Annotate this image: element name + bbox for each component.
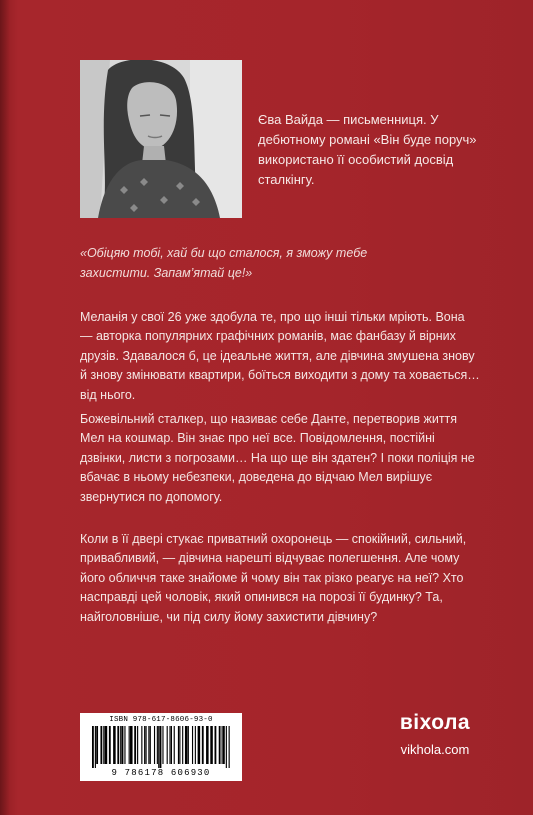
barcode-image	[90, 726, 232, 768]
blurb-paragraph-3: Коли в її двері стукає приватний охоронець — спокійний, сильний, привабливий, — дівчина нарешті відчуває полегшення. Але чому його обличчя таке знайоме й чому він так різко реагує на неї? Хто насправді цей чоловік, який опинився на порозі її будинку? Та, найголовніше, чи під силу йому захистити дівчину?	[80, 532, 467, 624]
blurb-paragraph-2: Божевільний сталкер, що називає себе Данте, перетворив життя Мел на кошмар. Він знає про неї все. Повідомлення, постійні дзвінки, листи з погрозами… На що ще він здатен? І поки поліція не вбачає в ньому небезпеки, доведена до відчаю Мел вирішує звернутися по допомогу.	[80, 412, 475, 504]
publisher-block	[380, 710, 490, 760]
blurb-paragraph-1: Меланія у свої 26 уже здобула те, про що інші тільки мріють. Вона — авторка популярних графічних романів, має фанбазу й вірних друзів. Здавалося б, це ідеальне життя, але дівчина змушена знову й знову змінювати квартири, боїться виходити з дому та ховається… від нього.	[80, 310, 480, 402]
barcode-number: 9 786178 606930	[111, 768, 211, 778]
author-photo	[80, 60, 242, 218]
spine-edge	[0, 0, 10, 815]
publisher-logo: віхола	[399, 711, 471, 734]
publisher-website: vikhola.com	[400, 742, 470, 757]
book-quote: «Обіцяю тобі, хай би що сталося, я зможу тебе захистити. Запам’ятай це!»	[80, 246, 368, 280]
barcode-label	[80, 713, 242, 781]
isbn-text: ISBN 978-617-8606-93-0	[109, 716, 213, 724]
author-bio: Єва Вайда — письменниця. У дебютному романі «Він буде поруч» використано її особистий досвід сталкінгу.	[258, 112, 477, 187]
